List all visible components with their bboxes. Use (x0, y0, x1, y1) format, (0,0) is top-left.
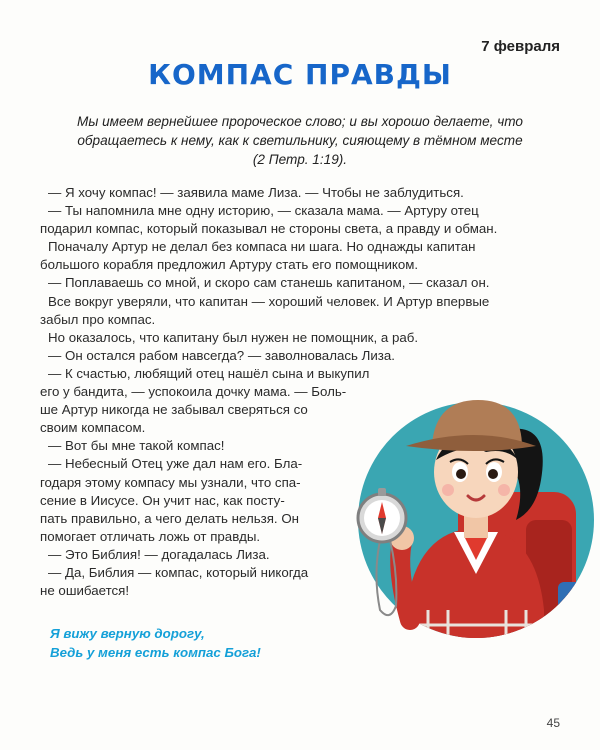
story-line: Все вокруг уверяли, что капитан — хороший человек. И Артур впервые (48, 293, 490, 309)
story-line: годаря этому компасу мы узнали, что спа- (40, 474, 301, 490)
epigraph (40, 112, 560, 169)
story-line: — Да, Библия — компас, который никогда (48, 564, 309, 580)
story-line: — Поплаваешь со мной, и скоро сам станешь капитаном, — сказал он. (48, 275, 490, 291)
story-line: большого корабля предложил Артуру стать его помощником. (40, 257, 419, 273)
story-line: — Он остался рабом навсегда? — заволновалась Лиза. (48, 347, 395, 363)
story-line: подарил компас, который показывал не стороны света, а правду и обман. (40, 221, 498, 237)
epigraph-reference: (2 Петр. 1:19). (252, 152, 348, 167)
story-line: — Небесный Отец уже дал нам его. Бла- (48, 456, 303, 472)
story-text (40, 184, 497, 600)
verse-line: Ведь у меня есть компас Бога! (50, 645, 261, 660)
story-line: Поначалу Артур не делал без компаса ни шага. Но однажды капитан (48, 239, 476, 255)
closing-verse (50, 624, 261, 662)
story-line: сение в Иисусе. Он учит нас, как посту- (40, 492, 285, 508)
story-line: пать правильно, а чего делать нельзя. Он (40, 510, 300, 526)
story-line: — Ты напомнила мне одну историю, — сказала мама. — Артуру отец (48, 203, 479, 219)
verse-line: Я вижу верную дорогу, (50, 626, 205, 641)
epigraph-line: обращаетесь к нему, как к светильнику, сияющему в тёмном месте (77, 133, 523, 148)
story-line: — Я хочу компас! — заявила маме Лиза. — Чтобы не заблудиться. (48, 185, 464, 200)
page-title: КОМПАС ПРАВДЫ (148, 58, 452, 91)
story-line: — Вот бы мне такой компас! (48, 438, 225, 454)
story-line: ше Артур никогда не забывал сверяться со (40, 402, 308, 418)
page-number: 45 (546, 716, 560, 730)
epigraph-line: Мы имеем вернейшее пророческое слово; и вы хорошо делаете, что (77, 114, 523, 129)
story-line: не ошибается! (40, 583, 130, 599)
story-line: его у бандита, — успокоила дочку мама. — Боль- (40, 384, 347, 400)
page-date: 7 февраля (481, 38, 560, 55)
story-line: — К счастью, любящий отец нашёл сына и выкупил (48, 365, 370, 381)
story-line: помогает отличать ложь от правды. (40, 528, 261, 544)
story-line: своим компасом. (40, 420, 146, 436)
story-line: Но оказалось, что капитану был нужен не помощник, а раб. (48, 329, 419, 345)
story-line: — Это Библия! — догадалась Лиза. (48, 546, 270, 562)
story-line: забыл про компас. (40, 311, 156, 327)
